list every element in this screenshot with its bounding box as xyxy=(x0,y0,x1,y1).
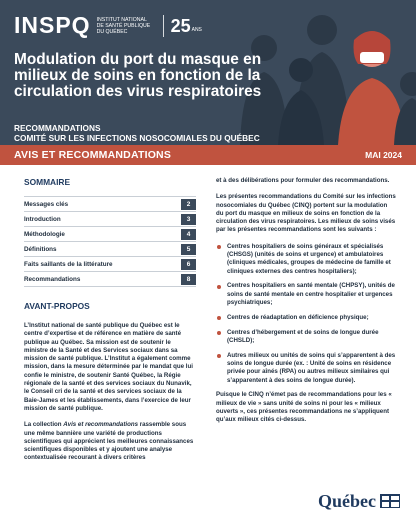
toc-page-number: 3 xyxy=(181,214,196,225)
subheading-recommandations: RECOMMANDATIONS xyxy=(14,123,101,133)
toc-item-recommandations[interactable]: Recommandations 8 xyxy=(24,272,196,287)
toc-page-number: 6 xyxy=(181,259,196,270)
toc-page-number: 2 xyxy=(181,199,196,210)
subheading-committee: COMITÉ SUR LES INFECTIONS NOSOCOMIALES DU QUÉBEC xyxy=(14,133,260,143)
anniversary-badge: 25 ANS xyxy=(170,15,202,36)
document-subheadings xyxy=(14,123,260,143)
toc-item-definitions[interactable]: Définitions 5 xyxy=(24,242,196,257)
collection-name: Avis et recommandations xyxy=(63,421,138,429)
fleur-de-lis-flag-icon xyxy=(380,494,400,508)
left-column xyxy=(24,177,196,463)
bullet-dot-icon xyxy=(217,354,221,358)
list-item: Centres d’hébergement et de soins de longue durée (CHSLD); xyxy=(216,329,396,346)
toc-page-number: 8 xyxy=(181,274,196,285)
avant-propos-heading: AVANT-PROPOS xyxy=(24,301,90,311)
right-column xyxy=(216,177,396,433)
bullet-dot-icon xyxy=(217,331,221,335)
collection-band xyxy=(0,145,416,165)
table-of-contents xyxy=(24,196,196,287)
logo-divider xyxy=(163,15,164,37)
toc-item-methodologie[interactable]: Méthodologie 4 xyxy=(24,227,196,242)
right-paragraph-continuation: et à des délibérations pour formuler des recommandations. xyxy=(216,177,390,184)
logo-institute-name: INSTITUT NATIONAL DE SANTÉ PUBLIQUE DU QUÉBEC xyxy=(96,16,151,35)
quebec-wordmark: Québec xyxy=(318,491,376,511)
publication-date: MAI 2024 xyxy=(365,150,402,160)
toc-item-faits-saillants[interactable]: Faits saillants de la littérature 6 xyxy=(24,257,196,272)
toc-page-number: 4 xyxy=(181,229,196,240)
toc-item-introduction[interactable]: Introduction 3 xyxy=(24,212,196,227)
document-title: Modulation du port du masque en milieux de soins en fonction de la circulation des virus respiratoires xyxy=(14,51,262,100)
toc-item-messages-cles[interactable]: Messages clés 2 xyxy=(24,197,196,212)
bullet-dot-icon xyxy=(217,285,221,289)
right-paragraph-scope: Les présentes recommandations du Comité sur les infections nosocomiales du Québec (CINQ) portent sur la modulation du port du masque en milieux de soins en fonction de la circulation des virus respiratoires. Les milieux de soins visés par les présentes recommandations sont les suivants : xyxy=(216,193,396,234)
right-paragraph-closing: Puisque le CINQ n’émet pas de recommandations pour les « milieux de vie » sans unité de soins ni pour les « milieux ouverts », ces présentes recommandations ne s’appliquent qu’aux milieux cités ci-dessus. xyxy=(216,391,392,424)
list-item: Centres de réadaptation en déficience physique; xyxy=(216,314,396,322)
avant-propos-paragraph-2: La collection Avis et recommandations rassemble sous une même bannière une variété de productions scientifiques qui apprécient les meilleures connaissances scientifiques disponibles et y ajoutent une analyse contextualisée recourant à divers critères xyxy=(24,421,194,462)
toc-page-number: 5 xyxy=(181,244,196,255)
inspq-logo xyxy=(14,14,202,37)
list-item: Autres milieux ou unités de soins qui s’apparentent à des soins de longue durée (ex. : Unité de soins en résidence privée pour aînés (RPA) ou autres milieux similaires qui s’apparentent à des soins de longue durée). xyxy=(216,352,396,385)
avant-propos-paragraph-1: L’Institut national de santé publique du Québec est le centre d’expertise et de référence en matière de santé publique au Québec. Sa mission est de soutenir le ministre de la Santé et des Services sociaux dans sa mission de santé publique. L’Institut a également comme mission, dans la mesure déterminée par le mandat que lui confie le ministre, de soutenir Santé Québec, la Régie régionale de la santé et des services sociaux du Nunavik, le Conseil cri de la santé et des services sociaux de la Baie-James et les établissements, dans l’exercice de leur mission de santé publique. xyxy=(24,322,193,412)
bullet-dot-icon xyxy=(217,316,221,320)
quebec-government-logo xyxy=(318,492,400,510)
logo-wordmark: INSPQ xyxy=(14,12,91,38)
list-item: Centres hospitaliers en santé mentale (CHPSY), unités de soins de santé mentale en centre hospitalier et urgences psychiatriques; xyxy=(216,282,396,307)
cover-header xyxy=(0,0,416,145)
collection-label: AVIS ET RECOMMANDATIONS xyxy=(14,149,172,161)
list-item: Centres hospitaliers de soins généraux et spécialisés (CHSGS) (unités de soins et urgence) et ambulatoires (cliniques médicales, groupes de médecine de famille et cliniques externes des centres hospitaliers); xyxy=(216,243,396,276)
care-settings-list xyxy=(216,243,396,385)
bullet-dot-icon xyxy=(217,245,221,249)
sommaire-heading: SOMMAIRE xyxy=(24,177,71,187)
